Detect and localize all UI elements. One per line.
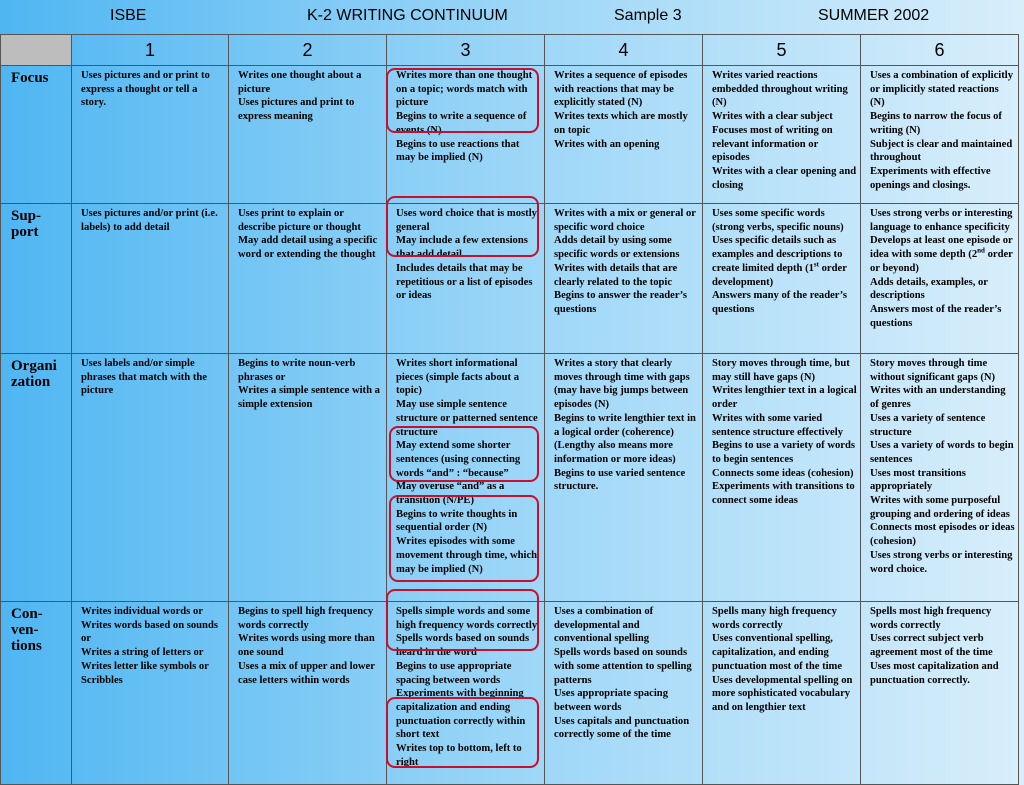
descriptor-line: Begins to write a sequence of events (N) xyxy=(396,111,527,136)
descriptor-line: Uses pictures and/or print (i.e. labels) to add detail xyxy=(81,208,218,233)
row-organization xyxy=(1,354,1019,602)
descriptor-line: Writes texts which are mostly on topic xyxy=(554,111,688,136)
org-label: ISBE xyxy=(110,7,147,24)
descriptor-line: Uses correct subject verb agreement most of the time xyxy=(870,633,993,659)
descriptor-line: Includes details that may be repetitious or a list of episodes or ideas xyxy=(396,262,533,302)
cell-support-level-5 xyxy=(703,204,861,354)
descriptor-line: Adds details, examples, or descriptions xyxy=(870,276,988,302)
descriptor-line: Writes with a clear opening and closing xyxy=(712,165,857,191)
row-label-line: Con- xyxy=(11,606,43,622)
descriptor-line: Connects most episodes or ideas (cohesion) xyxy=(870,522,1015,548)
descriptor-line: Writes a string of letters or xyxy=(81,647,204,659)
column-header-6: 6 xyxy=(861,35,1019,66)
cell-focus-level-1 xyxy=(72,66,229,204)
descriptor-line: Writes short informational pieces (simple facts about a topic) xyxy=(396,358,519,397)
descriptor-line: Scribbles xyxy=(81,674,123,686)
cell-focus-level-5 xyxy=(703,66,861,204)
row-focus xyxy=(1,66,1019,204)
cell-support-level-2 xyxy=(229,204,387,354)
cell-organization-level-3 xyxy=(387,354,545,602)
descriptor-line: Begins to use a variety of words to begin sentences xyxy=(712,440,856,465)
cell-support-level-1 xyxy=(72,204,229,354)
descriptor-line: Begins to narrow the focus of writing (N) xyxy=(870,111,1002,136)
cell-support-level-6 xyxy=(861,204,1019,354)
descriptor-line: Writes words using more than one sound xyxy=(238,633,375,659)
cell-conventions-level-1 xyxy=(72,602,229,785)
descriptor-line: Develops at least one episode or idea with some depth (2nd order or beyond) xyxy=(870,235,1013,274)
descriptor-line: Begins to use appropriate spacing between words xyxy=(396,660,512,686)
descriptor-line: Uses appropriate spacing between words xyxy=(554,688,668,713)
column-header-3: 3 xyxy=(387,35,545,66)
descriptor-line: Experiments with effective openings and closings. xyxy=(870,165,991,191)
descriptor-line: Spells words based on sounds with some attention to spelling patterns xyxy=(554,647,692,686)
descriptor-line: Uses a combination of developmental and conventional spelling xyxy=(554,606,654,645)
row-label-focus xyxy=(1,66,72,204)
row-label-line: Focus xyxy=(11,70,49,86)
descriptor-line: Writes with a mix or general or specific word choice xyxy=(554,208,696,233)
descriptor-line: May use simple sentence structure or patterned sentence structure xyxy=(396,399,538,438)
descriptor-line: Uses strong verbs or interesting language to enhance specificity xyxy=(870,208,1013,233)
descriptor-line: May overuse “and” as a transition (N/PE) xyxy=(396,481,505,507)
descriptor-line: Uses most capitalization and punctuation correctly. xyxy=(870,660,999,686)
cell-conventions-level-6 xyxy=(861,602,1019,785)
descriptor-line: May add detail using a specific word or extending the thought xyxy=(238,235,378,261)
row-label-organization xyxy=(1,354,72,602)
row-label-support xyxy=(1,204,72,354)
descriptor-line: Answers many of the reader’s questions xyxy=(712,290,847,315)
column-header-5: 5 xyxy=(703,35,861,66)
descriptor-line: Uses labels and/or simple phrases that match with the picture xyxy=(81,358,207,397)
descriptor-line: May extend some shorter sentences (using connecting words “and” : “because” xyxy=(396,440,521,479)
cell-organization-level-5 xyxy=(703,354,861,602)
descriptor-line: Writes a sequence of episodes with reactions that may be explicitly stated (N) xyxy=(554,70,688,109)
descriptor-line: Story moves through time without significant gaps (N) xyxy=(870,358,996,383)
descriptor-line: Uses a mix of upper and lower case letters within words xyxy=(238,660,375,686)
descriptor-line: Spells many high frequency words correctly xyxy=(712,606,837,631)
descriptor-line: Uses specific details such as examples and descriptions to create limited depth (1st order development) xyxy=(712,235,847,288)
descriptor-line: Writes with an opening xyxy=(554,138,660,150)
descriptor-line: Uses developmental spelling on more sophisticated vocabulary and on lengthier text xyxy=(712,674,853,713)
descriptor-line: Writes lengthier text in a logical order xyxy=(712,385,857,411)
descriptor-line: Uses a combination of explicitly or implicitly stated reactions (N) xyxy=(870,70,1014,109)
writing-continuum-table xyxy=(0,34,1019,785)
cell-organization-level-1 xyxy=(72,354,229,602)
descriptor-line: Writes words based on sounds or xyxy=(81,619,218,645)
descriptor-line: (Lengthy also means more information or more ideas) xyxy=(554,440,676,465)
cell-organization-level-4 xyxy=(545,354,703,602)
descriptor-line: Writes with a clear subject xyxy=(712,111,833,123)
cell-conventions-level-3 xyxy=(387,602,545,785)
descriptor-line: Uses word choice that is mostly general xyxy=(396,208,537,233)
row-label-line: ven- xyxy=(11,622,39,638)
descriptor-line: Uses most transitions appropriately xyxy=(870,467,966,493)
descriptor-line: Spells most high frequency words correctly xyxy=(870,606,992,631)
descriptor-line: Begins to write lengthier text in a logical order (coherence) xyxy=(554,412,696,438)
column-header-4: 4 xyxy=(545,35,703,66)
descriptor-line: Connects some ideas (cohesion) xyxy=(712,467,854,479)
descriptor-line: Spells simple words and some high frequency words correctly xyxy=(396,606,538,631)
descriptor-line: Writes a simple sentence with a simple extension xyxy=(238,385,380,411)
descriptor-line: Writes more than one thought on a topic; words match with picture xyxy=(396,70,533,109)
descriptor-line: Begins to use varied sentence structure. xyxy=(554,467,686,493)
cell-focus-level-3 xyxy=(387,66,545,204)
descriptor-line: Begins to answer the reader’s questions xyxy=(554,290,687,315)
title-bar xyxy=(0,0,1024,34)
row-label-line: port xyxy=(11,224,39,240)
descriptor-line: Experiments with transitions to connect some ideas xyxy=(712,481,855,507)
descriptor-line: Writes one thought about a picture xyxy=(238,70,362,95)
descriptor-line: Writes with some varied sentence structure effectively xyxy=(712,412,843,438)
row-label-line: Sup- xyxy=(11,208,42,224)
descriptor-line: Uses some specific words (strong verbs, specific nouns) xyxy=(712,208,844,233)
descriptor-line: Uses a variety of sentence structure xyxy=(870,412,986,438)
descriptor-line: Focuses most of writing on relevant information or episodes xyxy=(712,124,833,164)
row-label-line: tions xyxy=(11,638,42,654)
descriptor-line: Begins to write thoughts in sequential order (N) xyxy=(396,508,518,534)
descriptor-line: Begins to spell high frequency words correctly xyxy=(238,606,374,631)
descriptor-line: Begins to use reactions that may be implied (N) xyxy=(396,138,520,164)
descriptor-line: Uses a variety of words to begin sentences xyxy=(870,440,1014,465)
cell-focus-level-4 xyxy=(545,66,703,204)
descriptor-line: Writes letter like symbols or xyxy=(81,660,209,672)
descriptor-line: Writes individual words or xyxy=(81,606,203,617)
row-label-conventions xyxy=(1,602,72,785)
cell-support-level-3 xyxy=(387,204,545,354)
descriptor-line: Uses strong verbs or interesting word choice. xyxy=(870,549,1013,575)
sample-label: Sample 3 xyxy=(614,7,682,24)
descriptor-line: Writes with some purposeful grouping and ordering of ideas xyxy=(870,495,1010,520)
row-label-line: Organi xyxy=(11,358,57,374)
cell-conventions-level-5 xyxy=(703,602,861,785)
cell-organization-level-2 xyxy=(229,354,387,602)
descriptor-line: Uses print to explain or describe picture or thought xyxy=(238,208,361,233)
column-header-2: 2 xyxy=(229,35,387,66)
document-title: K-2 WRITING CONTINUUM xyxy=(307,7,508,24)
cell-organization-level-6 xyxy=(861,354,1019,602)
descriptor-line: Uses capitals and punctuation correctly some of the time xyxy=(554,715,690,741)
column-header-1: 1 xyxy=(72,35,229,66)
row-support xyxy=(1,204,1019,354)
session-label: SUMMER 2002 xyxy=(818,7,930,24)
descriptor-line: Writes with an understanding of genres xyxy=(870,385,1006,411)
descriptor-line: Uses pictures and print to express meaning xyxy=(238,97,355,123)
cell-focus-level-2 xyxy=(229,66,387,204)
descriptor-line: Uses conventional spelling, capitalization, and ending punctuation most of the time xyxy=(712,633,843,672)
cell-conventions-level-4 xyxy=(545,602,703,785)
descriptor-line: May include a few extensions that add detail xyxy=(396,235,528,261)
descriptor-line: Answers most of the reader’s questions xyxy=(870,303,1002,329)
descriptor-line: Writes a story that clearly moves through time with gaps (may have big jumps between episodes (N) xyxy=(554,358,690,411)
descriptor-line: Experiments with beginning capitalization and ending punctuation correctly within short text xyxy=(396,688,526,741)
descriptor-line: Writes episodes with some movement through time, which may be implied (N) xyxy=(396,536,538,575)
row-label-line: zation xyxy=(11,374,51,390)
column-header-row xyxy=(1,35,1019,66)
descriptor-line: Adds detail by using some specific words or extensions xyxy=(554,235,680,261)
descriptor-line: Writes varied reactions embedded throughout writing (N) xyxy=(712,70,848,109)
descriptor-line: Writes top to bottom, left to right xyxy=(396,743,522,768)
row-conventions xyxy=(1,602,1019,785)
descriptor-line: Spells words based on sounds heard in the word xyxy=(396,633,530,659)
descriptor-line: Story moves through time, but may still have gaps (N) xyxy=(712,358,850,383)
cell-support-level-4 xyxy=(545,204,703,354)
corner-cell xyxy=(1,35,72,66)
descriptor-line: Writes with details that are clearly related to the topic xyxy=(554,262,678,288)
cell-focus-level-6 xyxy=(861,66,1019,204)
cell-conventions-level-2 xyxy=(229,602,387,785)
descriptor-line: Subject is clear and maintained throughout xyxy=(870,138,1013,164)
descriptor-line: Begins to write noun-verb phrases or xyxy=(238,358,356,383)
descriptor-line: Uses pictures and or print to express a thought or tell a story. xyxy=(81,70,210,109)
